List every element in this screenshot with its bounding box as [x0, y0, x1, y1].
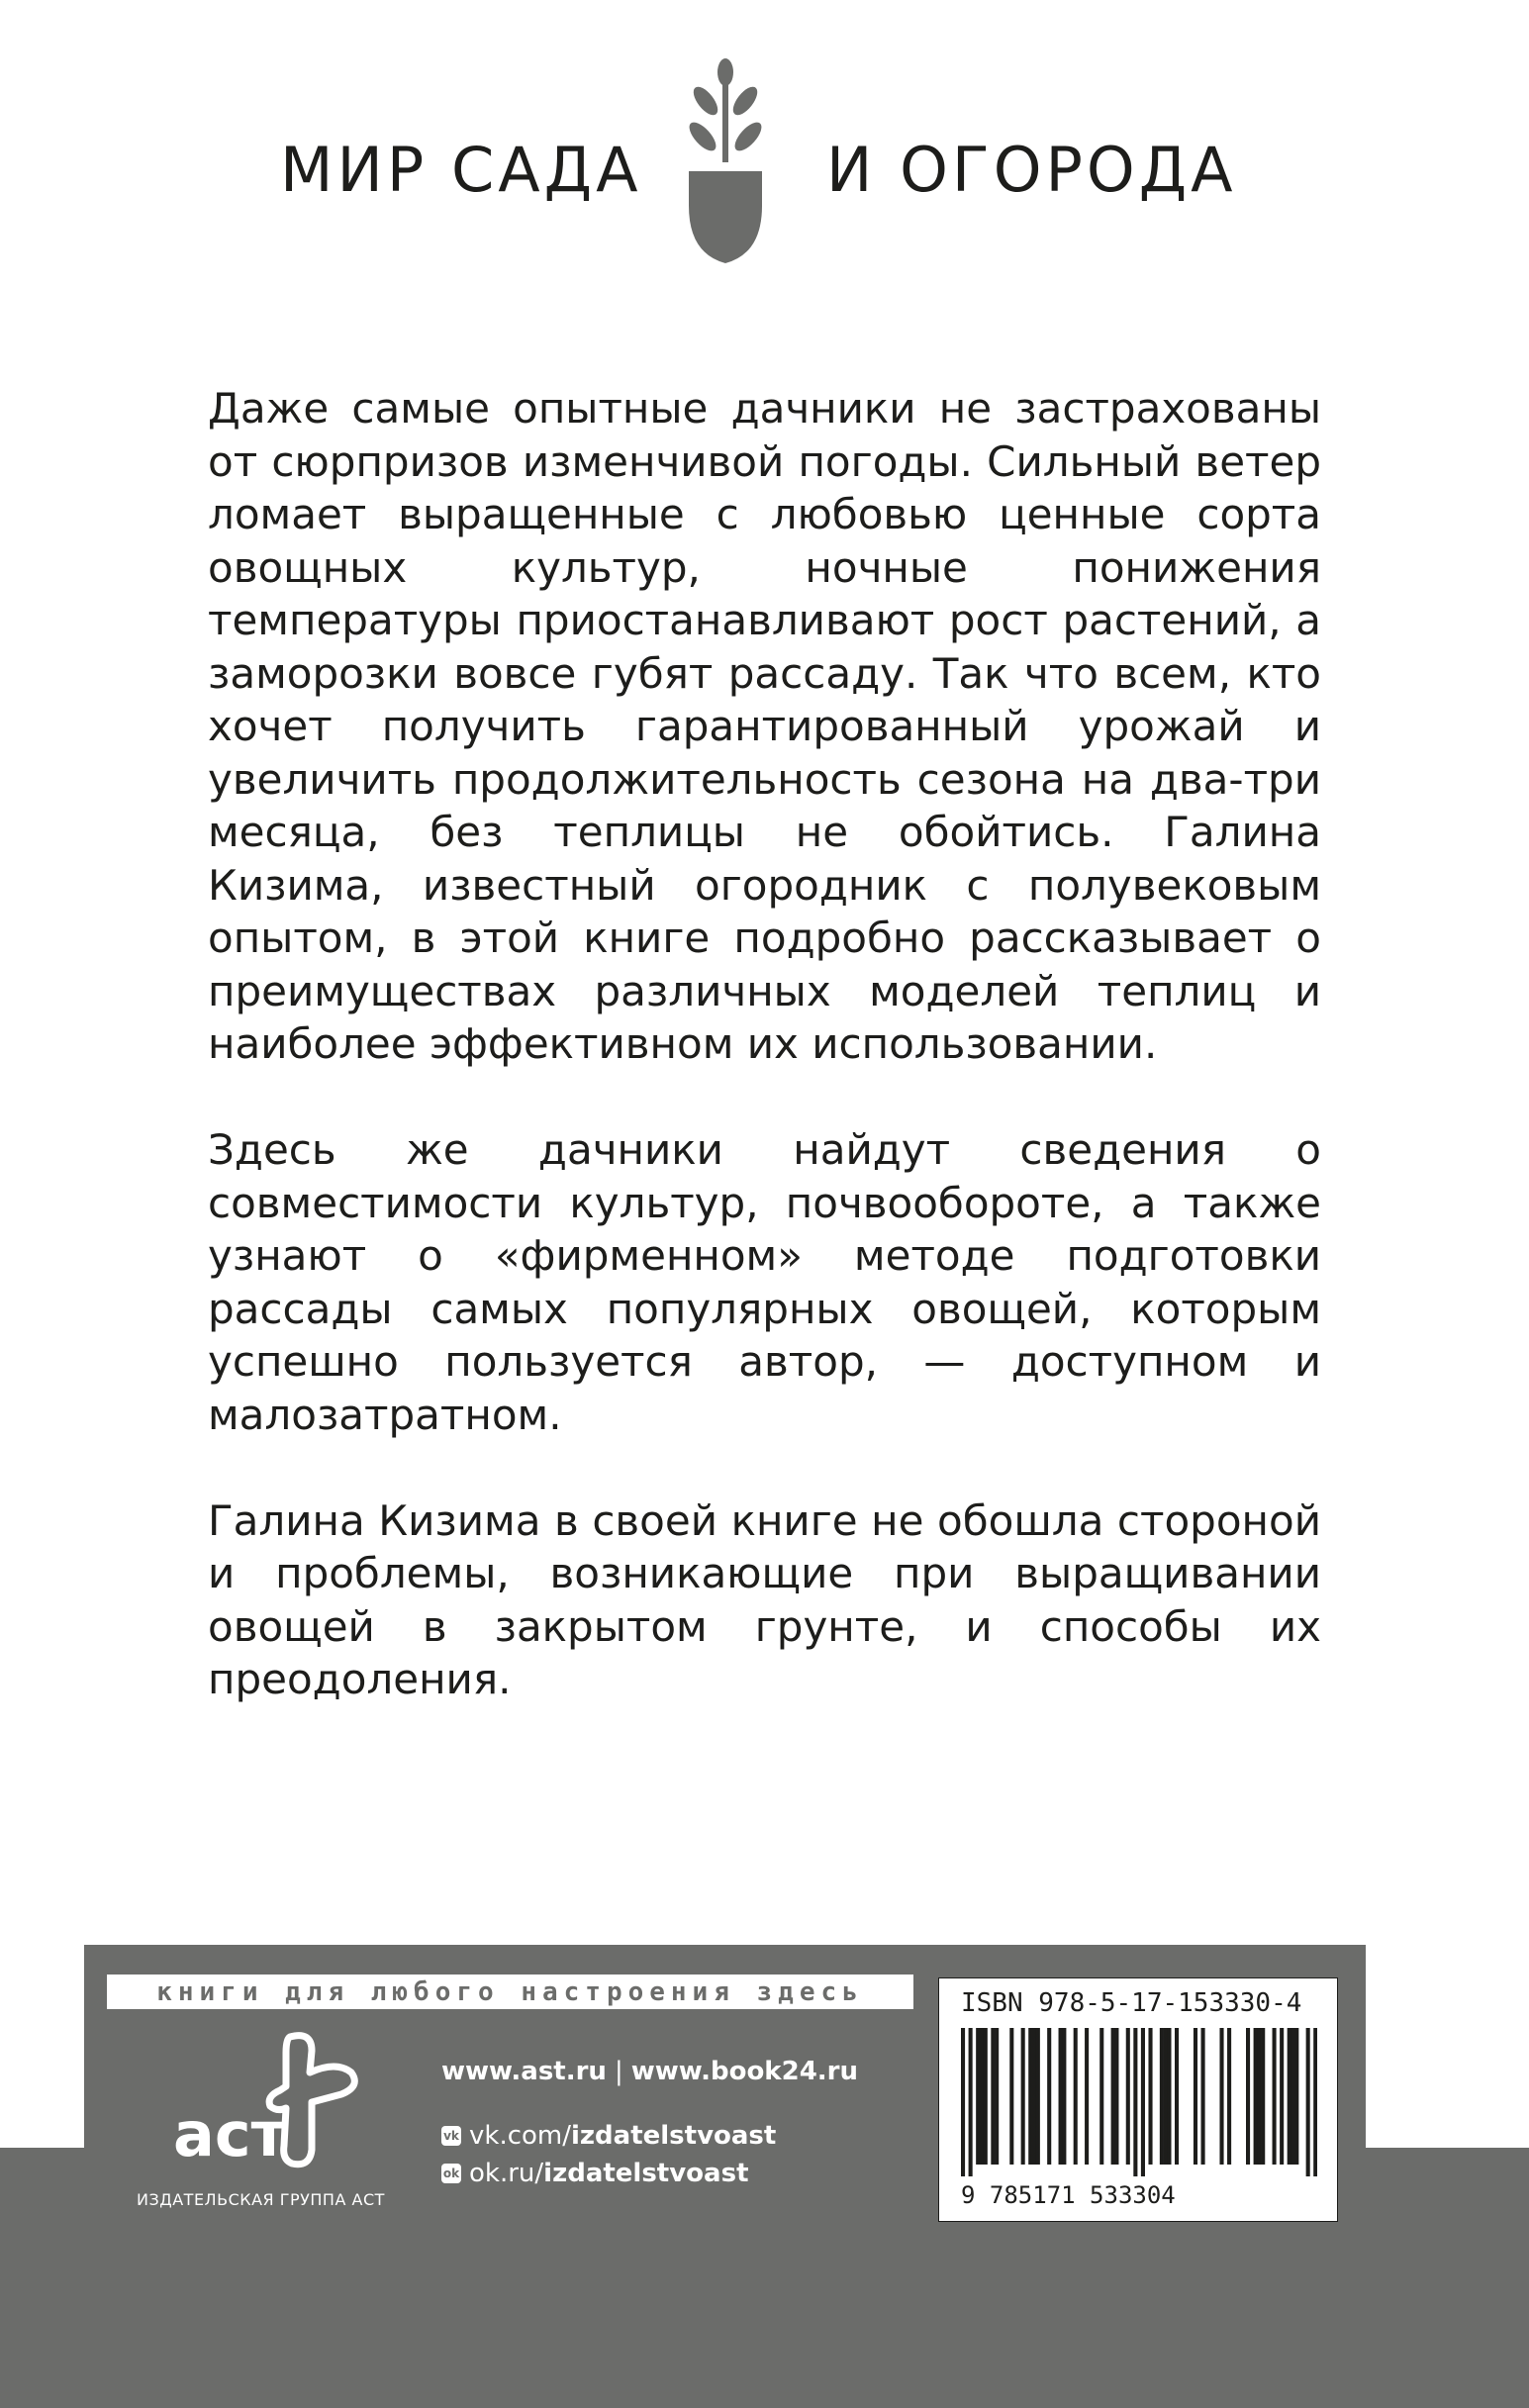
- barcode-bar: [1114, 2028, 1118, 2165]
- website-ast-link[interactable]: www.ast.ru: [441, 2056, 607, 2086]
- vk-icon: vk: [441, 2126, 461, 2146]
- ok-handle: izdatelstvoast: [543, 2159, 749, 2188]
- barcode-bar: [1288, 2028, 1291, 2165]
- barcode-bar: [1047, 2028, 1051, 2165]
- barcode-bar: [1160, 2028, 1164, 2165]
- vk-domain: vk.com/: [469, 2121, 571, 2151]
- barcode-bar: [1290, 2028, 1294, 2165]
- vk-handle: izdatelstvoast: [571, 2121, 777, 2151]
- barcode: [961, 2028, 1317, 2176]
- barcode-bar: [1194, 2028, 1197, 2165]
- isbn-label: ISBN 978-5-17-153330-4: [961, 1988, 1302, 2018]
- barcode-bar: [1273, 2028, 1277, 2165]
- description-paragraph-1: Даже самые опытные дачники не застрахованы от сюрпризов изменчивой погоды. Сильный ветер ломает выращенные с любовью ценные сорта овощных культур, ночные понижения температуры приостанавливают рост растений, а заморозки вовсе губят рассаду. Так что всем, кто хочет получить гарантированный урожай и увеличить продолжительность сезона на два-три месяца, без теплицы не обойтись. Галина Кизима, известный огородник с полувековым опытом, в этой книге подробно рассказывает о преимуществах различных моделей теплиц и наиболее эффективном их использовании.: [208, 384, 1321, 1068]
- barcode-bar: [1313, 2028, 1317, 2176]
- barcode-bar: [1126, 2028, 1130, 2165]
- barcode-bar: [1227, 2028, 1231, 2165]
- barcode-bar: [1074, 2028, 1078, 2165]
- barcode-bar: [1085, 2028, 1089, 2165]
- barcode-bar: [976, 2028, 980, 2165]
- barcode-bar: [1062, 2028, 1066, 2165]
- publisher-links: [441, 2049, 858, 2192]
- ok-link[interactable]: [441, 2155, 858, 2192]
- series-title-right: И ОГОРОДА: [826, 134, 1237, 206]
- sprout-spade-icon: [681, 57, 770, 265]
- barcode-bar: [1148, 2028, 1152, 2165]
- publisher-caption: ИЗДАТЕЛЬСКАЯ ГРУППА АСТ: [137, 2190, 385, 2209]
- barcode-bar: [1254, 2028, 1258, 2165]
- barcode-bar: [1201, 2028, 1205, 2165]
- website-separator: |: [614, 2056, 623, 2086]
- barcode-bar: [980, 2028, 984, 2165]
- description: [208, 382, 1321, 1759]
- barcode-bar: [991, 2028, 995, 2165]
- ok-icon: ok: [441, 2164, 461, 2183]
- barcode-bar: [1280, 2028, 1284, 2165]
- barcode-bar: [1111, 2028, 1115, 2165]
- ok-domain: ok.ru/: [469, 2159, 544, 2188]
- barcode-bar: [1261, 2028, 1265, 2165]
- barcode-bar: [1246, 2028, 1250, 2165]
- barcode-bar: [969, 2028, 973, 2176]
- barcode-bar: [1036, 2028, 1040, 2165]
- slogan-text: книги для любого настроения здесь: [156, 1976, 864, 2007]
- description-paragraph-3: Галина Кизима в своей книге не обошла стороной и проблемы, возникающие при выращивании овощей в закрытом грунте, и способы их преодоления.: [208, 1495, 1321, 1703]
- barcode-bar: [1028, 2028, 1032, 2165]
- barcode-bar: [984, 2028, 988, 2165]
- barcode-bar: [1021, 2028, 1025, 2165]
- barcode-bar: [1164, 2028, 1168, 2165]
- vk-link[interactable]: [441, 2117, 858, 2155]
- barcode-bar: [1133, 2028, 1137, 2176]
- isbn-block: [938, 1977, 1338, 2222]
- websites-line: [441, 2049, 858, 2093]
- barcode-bar: [1141, 2028, 1145, 2176]
- barcode-bar: [1099, 2028, 1103, 2165]
- barcode-bar: [961, 2028, 965, 2176]
- barcode-bar: [1306, 2028, 1310, 2176]
- website-book24-link[interactable]: www.book24.ru: [630, 2056, 858, 2086]
- barcode-bar: [1257, 2028, 1261, 2165]
- barcode-bar: [1167, 2028, 1171, 2165]
- barcode-bar: [1032, 2028, 1036, 2165]
- barcode-bar: [1219, 2028, 1223, 2165]
- ast-logo: [163, 2029, 371, 2177]
- barcode-bar: [1059, 2028, 1063, 2165]
- description-paragraph-2: Здесь же дачники найдут сведения о совместимости культур, почвообороте, а также узнают о «фирменном» методе подготовки рассады самых популярных овощей, которым успешно пользуется автор, — доступном и малозатратном.: [208, 1125, 1321, 1439]
- slogan-banner: [107, 1975, 913, 2009]
- series-title-left: МИР САДА: [280, 134, 642, 206]
- barcode-bar: [1175, 2028, 1179, 2165]
- barcode-bar: [995, 2028, 999, 2165]
- isbn-digits: 9 785171 533304: [961, 2181, 1176, 2209]
- ast-logo-text: аст: [173, 2098, 287, 2170]
- barcode-bar: [1009, 2028, 1013, 2165]
- barcode-bar: [1294, 2028, 1298, 2165]
